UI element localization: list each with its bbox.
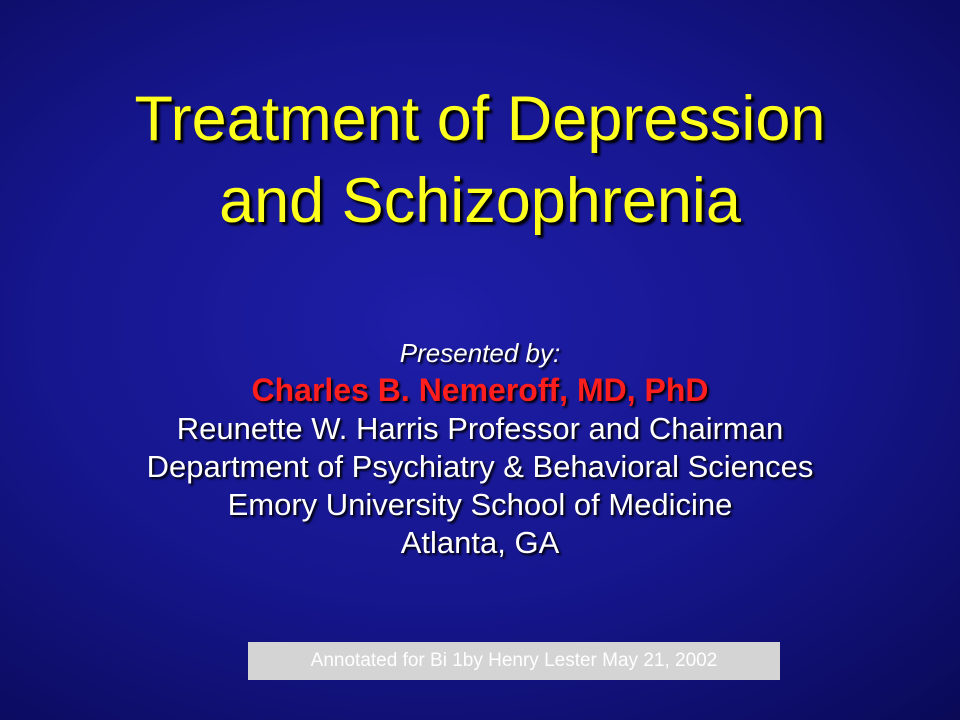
presenter-location: Atlanta, GA [400,525,560,560]
slide-title [0,78,960,242]
title-line-1: Treatment of Depression [134,84,826,154]
annotation-box: Annotated for Bi 1by Henry Lester May 21, 2002 [248,642,780,680]
presenter-position: Reunette W. Harris Professor and Chairman [176,411,784,446]
presenter-name: Charles B. Nemeroff, MD, PhD [251,372,709,408]
presented-by-label: Presented by: [399,338,561,368]
presenter-department: Department of Psychiatry & Behavioral Sciences [146,449,814,484]
presenter-institution: Emory University School of Medicine [227,487,733,522]
presenter-block [0,336,960,562]
title-line-2: and Schizophrenia [219,166,741,236]
